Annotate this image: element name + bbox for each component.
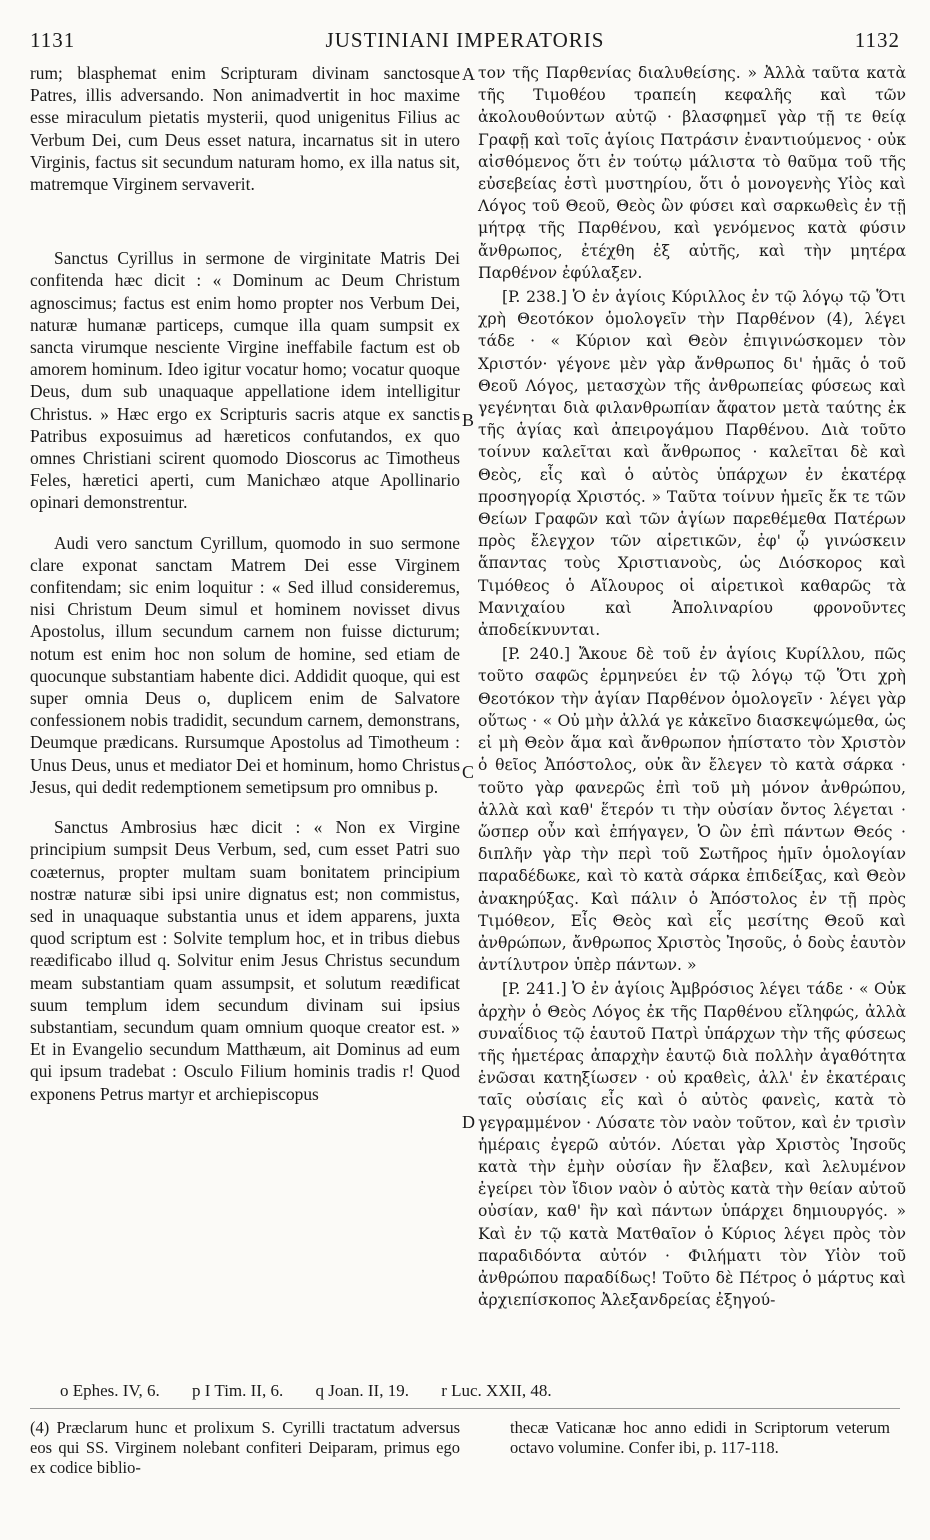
greek-paragraph-3: [P. 240.] Ἄκουε δὲ τοῦ ἐν ἁγίοις Κυρίλλου, πῶς τοῦτο σαφῶς ἑρμηνεύει ἐν τῷ λόγῳ τῷ Ὅτι χρὴ Θεοτόκον τὴν ἁγίαν Παρθένον ὁμολογεῖν · λέγει γὰρ οὕτως · « Οὐ μὴν ἀλλά γε κἀκεῖνο διασκεψώμεθα, ὡς εἰ μὴ Θεὸν ἅμα καὶ ἄνθρωπον ἠπίστατο τὸν Χριστὸν ὁ θεῖος Ἀπόστολος, οὐκ ἂν ἔλεγεν τὸ κατὰ σάρκα · τοῦτο γὰρ φανερῶς ἐπὶ τοῦ μὴ μόνον ἀνθρώπου, ἀλλὰ καὶ καθ' ἕτερόν τι τὴν οὐσίαν ὄντος λέγεται · ὥσπερ οὖν καὶ ἐπήγαγεν, Ὁ ὢν ἐπὶ πάντων Θεός · διπλῆν γὰρ τὴν περὶ τοῦ Σωτῆρος ἡμῖν ὁμολογίαν παραδέδωκε, καὶ τὸ κατὰ σάρκα ἐπιδείξας, καὶ Θεὸν ἀνακηρύξας. Καὶ πάλιν ὁ Ἀπόστολος ἐν τῇ πρὸς Τιμόθεον, Εἷς Θεὸς καὶ εἷς μεσίτης Θεοῦ καὶ ἀνθρώπων, ἄνθρωπος Χριστὸς Ἰησοῦς, ὁ δοὺς ἑαυτὸν ἀντίλυτρον ὑπὲρ πάντων. » bbox=[478, 645, 906, 975]
scripture-references bbox=[60, 1381, 880, 1401]
scripture-ref: p I Tim. II, 6. bbox=[192, 1381, 284, 1400]
scripture-ref: r Luc. XXII, 48. bbox=[441, 1381, 552, 1400]
margin-letter-b: B bbox=[462, 410, 475, 430]
greek-paragraph-1: τον τῆς Παρθενίας διαλυθείσης. » Ἀλλὰ ταῦτα κατὰ τῆς Τιμοθέου τραπείη κεφαλῆς καὶ τῶν ἀκολουθούντων αὐτῷ · βλασφημεῖ γὰρ τῇ τε θείᾳ Γραφῇ καὶ τοῖς ἁγίοις Πατράσιν ἐναντιούμενος · οὐκ αἰσθόμενος ὅτι ἐν τούτῳ μάλιστα τὸ θαῦμα τοῦ τῆς εὐσεβείας ἐστὶ μυστηρίου, ὅτι ὁ μονογενὴς Υἱὸς καὶ Λόγος τοῦ Θεοῦ, Θεὸς ὢν φύσει καὶ σαρκωθεὶς ἐν τῇ μήτρᾳ τῆς Παρθένου, καὶ γενόμενος κατὰ φύσιν ἄνθρωπος, ἐτέχθη ἐξ αὐτῆς, καὶ τὴν μητέρα Παρθένον ἐφύλαξεν. bbox=[478, 64, 906, 282]
page-number-left: 1131 bbox=[30, 28, 76, 52]
margin-letter-d: D bbox=[462, 1112, 475, 1132]
page-header bbox=[30, 28, 900, 58]
running-title: JUSTINIANI IMPERATORIS bbox=[325, 28, 605, 52]
footnote-divider bbox=[30, 1408, 900, 1409]
greek-column bbox=[478, 62, 906, 1313]
footnote-right bbox=[510, 1418, 890, 1458]
latin-paragraph-3: Audi vero sanctum Cyrillum, quomodo in suo sermone clare exponat sanctam Matrem Dei esse Virginem confitendam; sic enim loquitur : « Sed illud consideremus, nisi Christum Deum simul et hominem novisset divus Apostolus, illum secundum carnem non fuisse dicturum; notum est enim hoc non solum de homine, sed etiam de quocunque substantiam habente dici. Addidit quoque, qui est super omnia Deus o, duplicem enim de Salvatore confessionem nobis tradidit, secundum carnem, demonstrans, Deumque prædicans. Rursumque Apostolus ad Timotheum : Unus Deus, unus et mediator Dei et hominum, homo Christus Jesus, qui dedit redemptionem semetipsum pro omnibus p. bbox=[30, 532, 460, 797]
latin-paragraph-2: Sanctus Cyrillus in sermone de virginitate Matris Dei confitenda hæc dicit : « Dominum ac Deum Christum agnoscimus; factus est enim homo propter nos Verbum Dei, naturæ humanæ particeps, cumque illa quam sumpsit ex sancta virumque nesciente Virgine ineffabile factum est ob amorem hominum. Ideo igitur vocatur homo; vocatur quoque Deus, dum sub unaquaque appellatione idem intelligitur Christus. » Hæc ergo ex Scripturis sacris atque ex sanctis Patribus exposuimus ad hæreticos confutandos, ex quo omnes Christiani scirent quomodo Dioscorus ac Timotheus Feles, hæretici aperti, cum Manichæo atque Apollinario opinari demonstrentur. bbox=[30, 248, 460, 513]
page-number-right: 1132 bbox=[854, 28, 900, 52]
latin-paragraph-4: Sanctus Ambrosius hæc dicit : « Non ex Virgine principium sumpsit Deus Verbum, sed, cum esset Patri suo coæternus, propter multam suam bonitatem principium nostræ naturæ sibi ipsi unire dignatus est; non commistus, sed in unaquaque substantia unus et idem apparens, juxta quod scriptum est : Solvite templum hoc, et in tribus diebus reædificabo illud q. Solvitur enim Jesus Christus secundum meam substantiam quam assumpsit, et solutum reædificat suum templum idem secundum divinam sui ipsius substantiam, secundum quam omnium quoque creator est. » Et in Evangelio secundum Matthæum, ait Dominus ad eum qui ipsum tradebat : Osculo Filium hominis tradis r! Quod exponens Petrus martyr et archiepiscopus bbox=[30, 817, 460, 1104]
greek-paragraph-4: [P. 241.] Ὁ ἐν ἁγίοις Ἀμβρόσιος λέγει τάδε · « Οὐκ ἀρχὴν ὁ Θεὸς Λόγος ἐκ τῆς Παρθένου εἴληφώς, ἀλλὰ συναΐδιος τῷ ἑαυτοῦ Πατρὶ ὑπάρχων τὴν τῆς φύσεως τῆς ἡμετέρας ἀπαρχὴν ἑαυτῷ διὰ πολλὴν ἀγαθότητα ἑνῶσαι κατηξίωσεν · οὐ κραθεὶς, ἀλλ' ἐν ἑκατέραις ταῖς οὐσίαις εἷς καὶ ὁ αὐτὸς φανεὶς, κατὰ τὸ γεγραμμένον · Λύσατε τὸν ναὸν τοῦτον, καὶ ἐν τρισὶν ἡμέραις ἐγερῶ αὐτόν. Λύεται γὰρ Χριστὸς Ἰησοῦς κατὰ τὴν ἐμὴν οὐσίαν ἣν ἔλαβεν, καὶ λελυμένον ἐγείρει τὸν ἴδιον ναὸν ὁ αὐτὸς κατὰ τὴν θείαν αὐτοῦ οὐσίαν, καθ' ἣν καὶ πάντων ὑπάρχει δημιουργός. » Καὶ ἐν τῷ κατὰ Ματθαῖον ὁ Κύριος λέγει πρὸς τὸν παραδιδόντα αὐτόν · Φιλήματι τὸν Υἱὸν τοῦ ἀνθρώπου παραδίδως! Τοῦτο δὲ Πέτρος ὁ μάρτυς καὶ ἀρχιεπίσκοπος Ἀλεξανδρείας ἐξηγού- bbox=[478, 980, 906, 1310]
scripture-ref: q Joan. II, 19. bbox=[315, 1381, 409, 1400]
latin-column bbox=[30, 62, 460, 1123]
greek-paragraph-2: [P. 238.] Ὁ ἐν ἁγίοις Κύριλλος ἐν τῷ λόγῳ τῷ Ὅτι χρὴ Θεοτόκον ὁμολογεῖν τὴν Παρθένον (4), λέγει τάδε · « Κύριον καὶ Θεὸν ἐπιγινώσκομεν τὸν Χριστόν· γέγονε μὲν γὰρ ἄνθρωπος δι' ἡμᾶς ὁ τοῦ Θεοῦ Λόγος, μετασχὼν τῆς ἀνθρωπείας φύσεως καὶ γεγένηται διὰ φιλανθρωπίαν ἄφατον μετὰ ταύτης ἐκ τῆς ἁγίας καὶ ἀπειρογάμου Παρθένου. Διὰ τοῦτο τοίνυν καλεῖται καὶ ἄνθρωπος · καλεῖται δὲ καὶ Θεὸς, εἷς καὶ ὁ αὐτὸς ὑπάρχων ἐν ἑκατέρᾳ προσηγορίᾳ Χριστός. » Ταῦτα τοίνυν ἡμεῖς ἔκ τε τῶν Θείων Γραφῶν καὶ τῶν ἁγίων παρεθέμεθα Πατέρων πρὸς ἔλεγχον τῶν αἱρετικῶν, ἐφ' ᾧ γινώσκειν ἅπαντας τοὺς Χριστιανοὺς, ὡς Διόσκορος καὶ Τιμόθεος ὁ Αἴλουρος οἱ αἱρετικοὶ καθαρῶς τὰ Μανιχαίου καὶ Ἀπολιναρίου φρονοῦντες ἀποδείκνυνται. bbox=[478, 288, 906, 640]
footnote-text-right: thecæ Vaticanæ hoc anno edidi in Scriptorum veterum octavo volumine. Confer ibi, p. 117-118. bbox=[510, 1418, 890, 1457]
scripture-ref: o Ephes. IV, 6. bbox=[60, 1381, 160, 1400]
footnote-text-left: (4) Præclarum hunc et prolixum S. Cyrilli tractatum adversus eos qui SS. Virginem nolebant confiteri Deiparam, primus ego ex codice biblio- bbox=[30, 1418, 460, 1477]
margin-letter-a: A bbox=[462, 64, 475, 84]
margin-letter-c: C bbox=[462, 762, 475, 782]
footnote-left bbox=[30, 1418, 460, 1478]
latin-paragraph-1: rum; blasphemat enim Scripturam divinam sanctosque Patres, illis adversando. Non animadvertit in hoc maxime esse miraculum pietatis mysterii, quod unigenitus Filius ac Verbum Dei, cum Deus esset natura, incarnatus sit in utero Virginis, factus sit secundum naturam homo, ex illa natus sit, matremque Virginem servaverit. bbox=[30, 63, 460, 195]
